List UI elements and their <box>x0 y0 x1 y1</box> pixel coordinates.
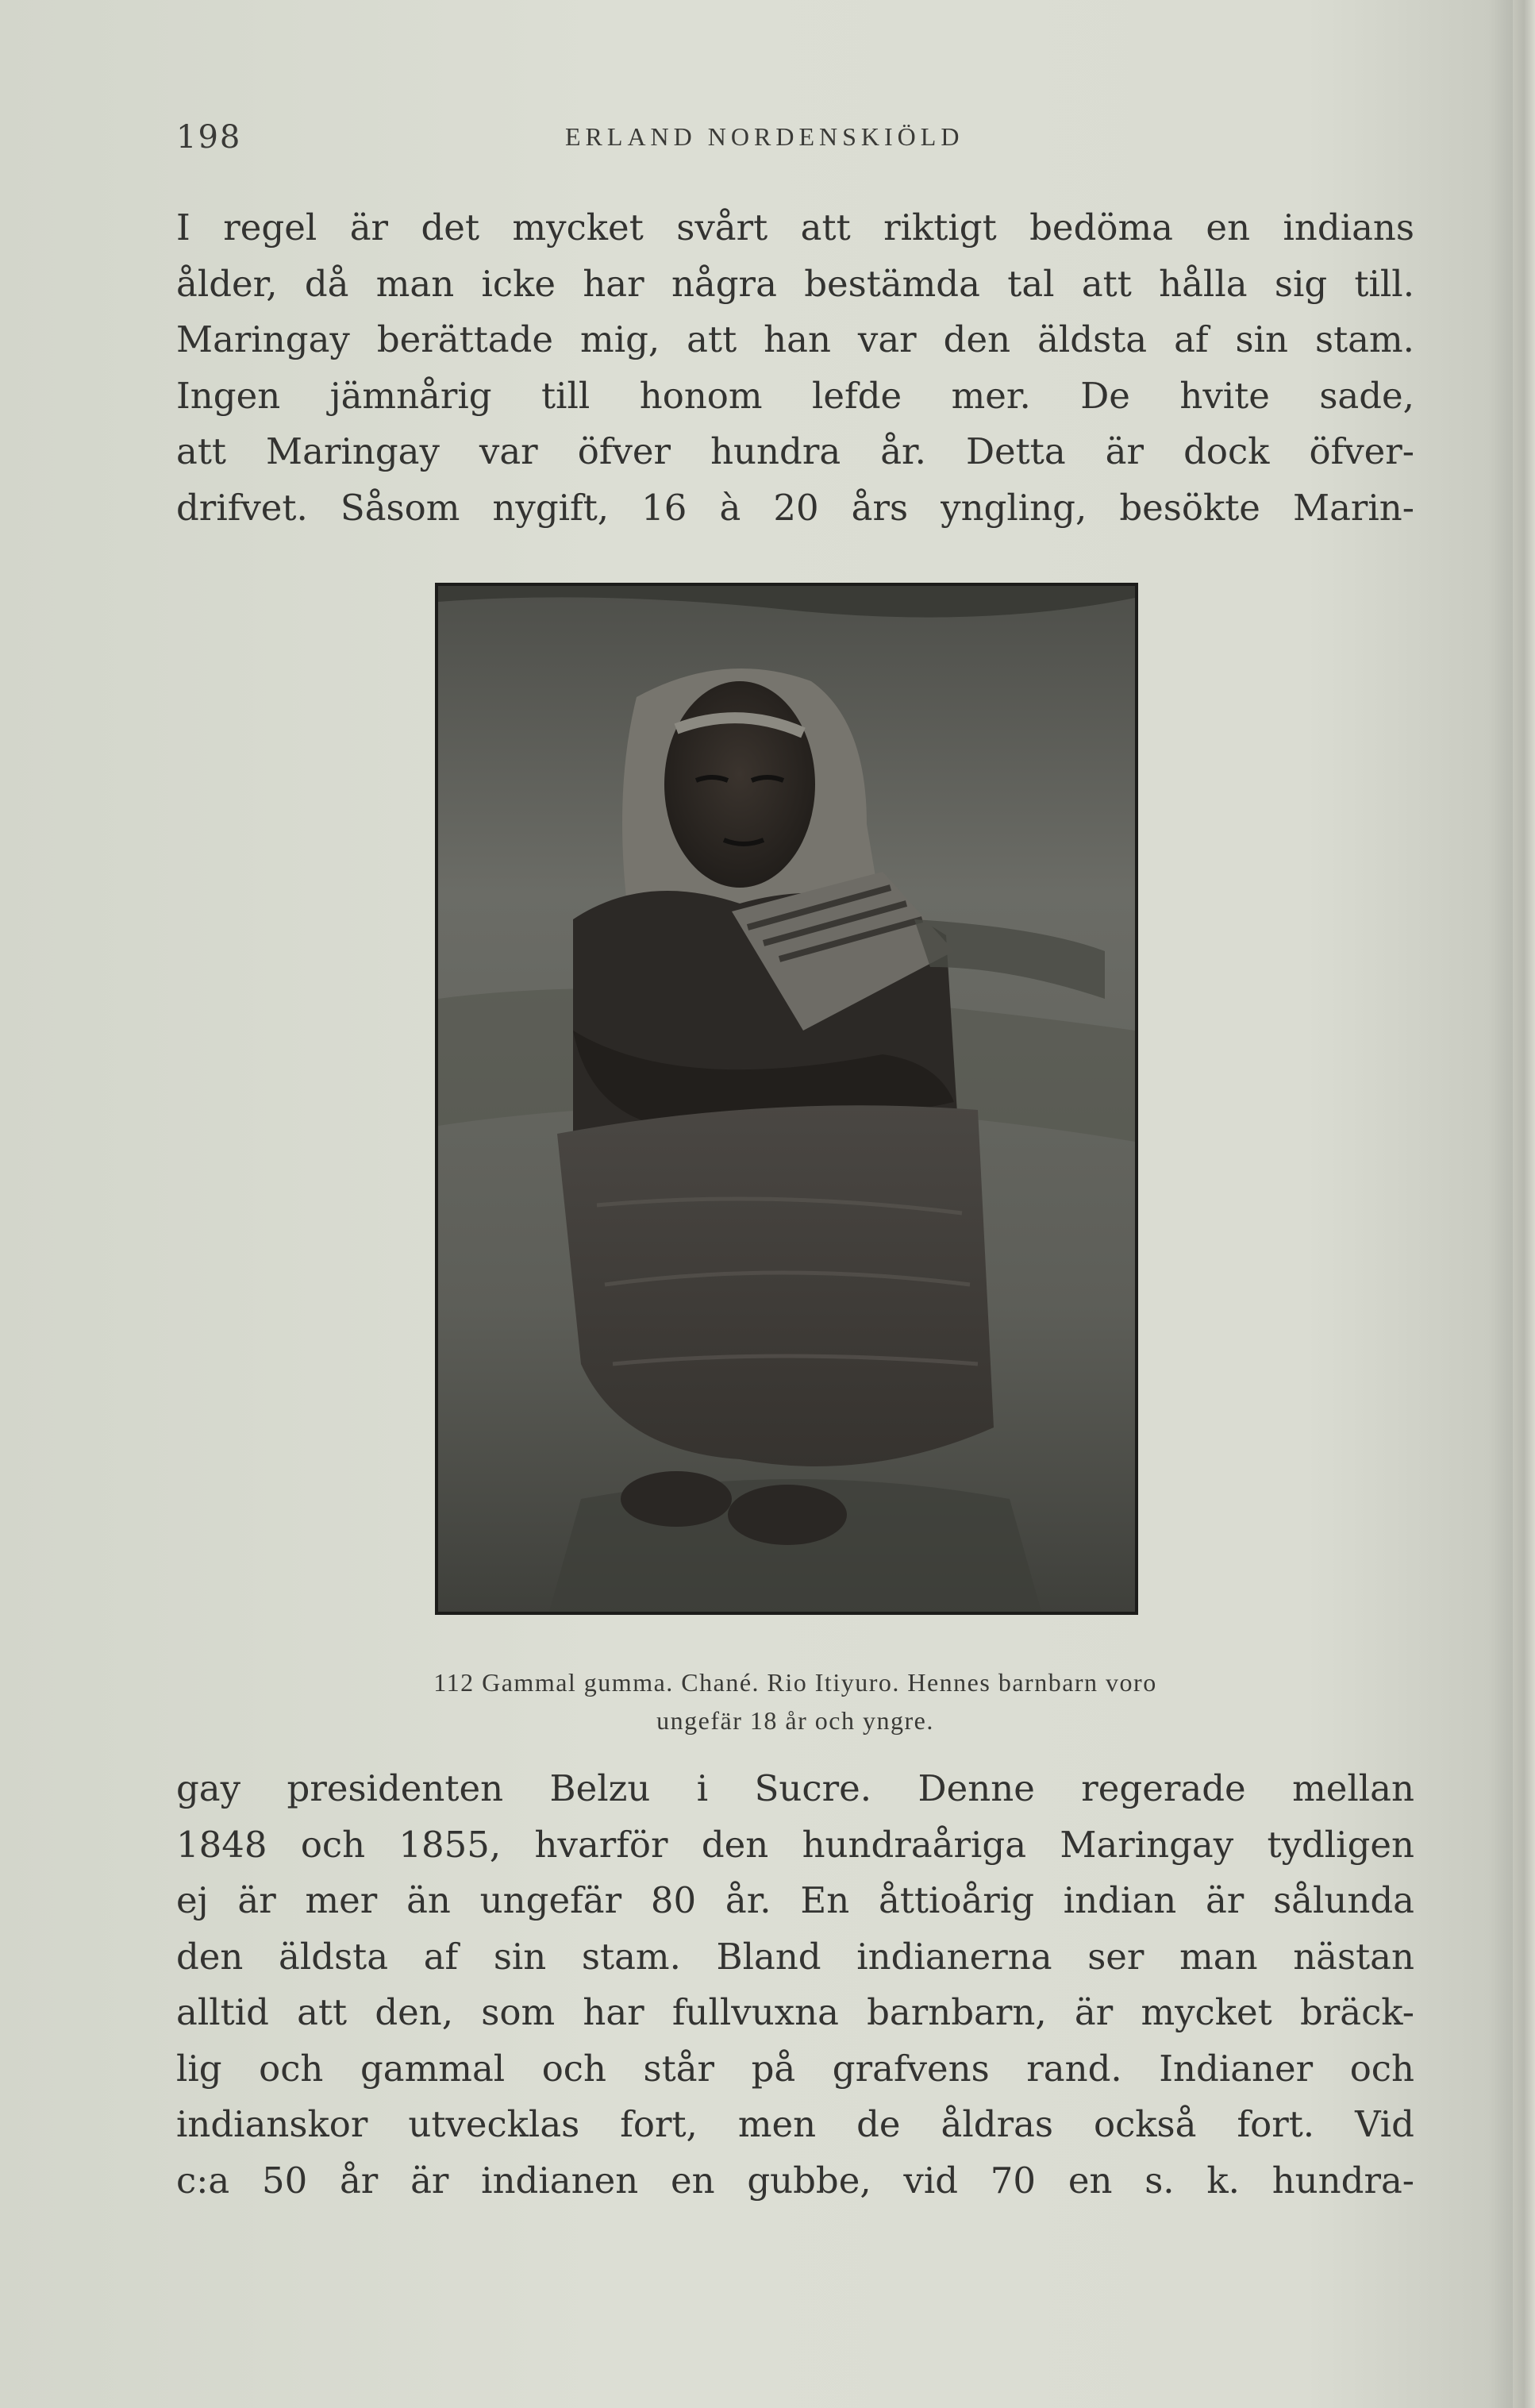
text-line: att Maringay var öfver hundra år. Detta är dock öfver- <box>176 430 1414 472</box>
figure-caption <box>176 1663 1414 1740</box>
text-line: gay presidenten Belzu i Sucre. Denne regerade mellan <box>176 1767 1414 1809</box>
caption-line: 112 Gammal gumma. Chané. Rio Itiyuro. Hennes barnbarn voro <box>433 1668 1157 1697</box>
text-line: Ingen jämnårig till honom lefde mer. De hvite sade, <box>176 374 1414 417</box>
photograph-figure <box>435 583 1138 1615</box>
text-line: Maringay berättade mig, att han var den äldsta af sin stam. <box>176 318 1414 360</box>
paragraph-bottom <box>176 1761 1414 2209</box>
text-line: den äldsta af sin stam. Bland indianerna ser man nästan <box>176 1935 1414 1978</box>
photograph <box>438 586 1135 1612</box>
text-line: 1848 och 1855, hvarför den hundraåriga Maringay tydligen <box>176 1823 1414 1866</box>
text-line: I regel är det mycket svårt att riktigt bedöma en indians <box>176 206 1414 249</box>
running-header <box>176 119 1414 167</box>
caption-line: ungefär 18 år och yngre. <box>656 1706 934 1735</box>
text-line: indianskor utvecklas fort, men de åldras också fort. Vid <box>176 2103 1414 2145</box>
text-line: lig och gammal och står på grafvens rand. Indianer och <box>176 2047 1414 2090</box>
text-line: c:a 50 år är indianen en gubbe, vid 70 en s. k. hundra- <box>176 2159 1414 2202</box>
text-line: alltid att den, som har fullvuxna barnbarn, är mycket bräck- <box>176 1991 1414 2033</box>
text-line: drifvet. Såsom nygift, 16 à 20 års yngling, besökte Marin- <box>176 486 1414 529</box>
text-line: ej är mer än ungefär 80 år. En åttioårig indian är sålunda <box>176 1879 1414 1921</box>
paragraph-top <box>176 200 1414 536</box>
page-number: 198 <box>176 119 242 156</box>
text-line: ålder, då man icke har några bestämda tal att hålla sig till. <box>176 262 1414 305</box>
page-edge <box>1513 0 1535 2408</box>
running-title: ERLAND NORDENSKIÖLD <box>565 122 964 151</box>
